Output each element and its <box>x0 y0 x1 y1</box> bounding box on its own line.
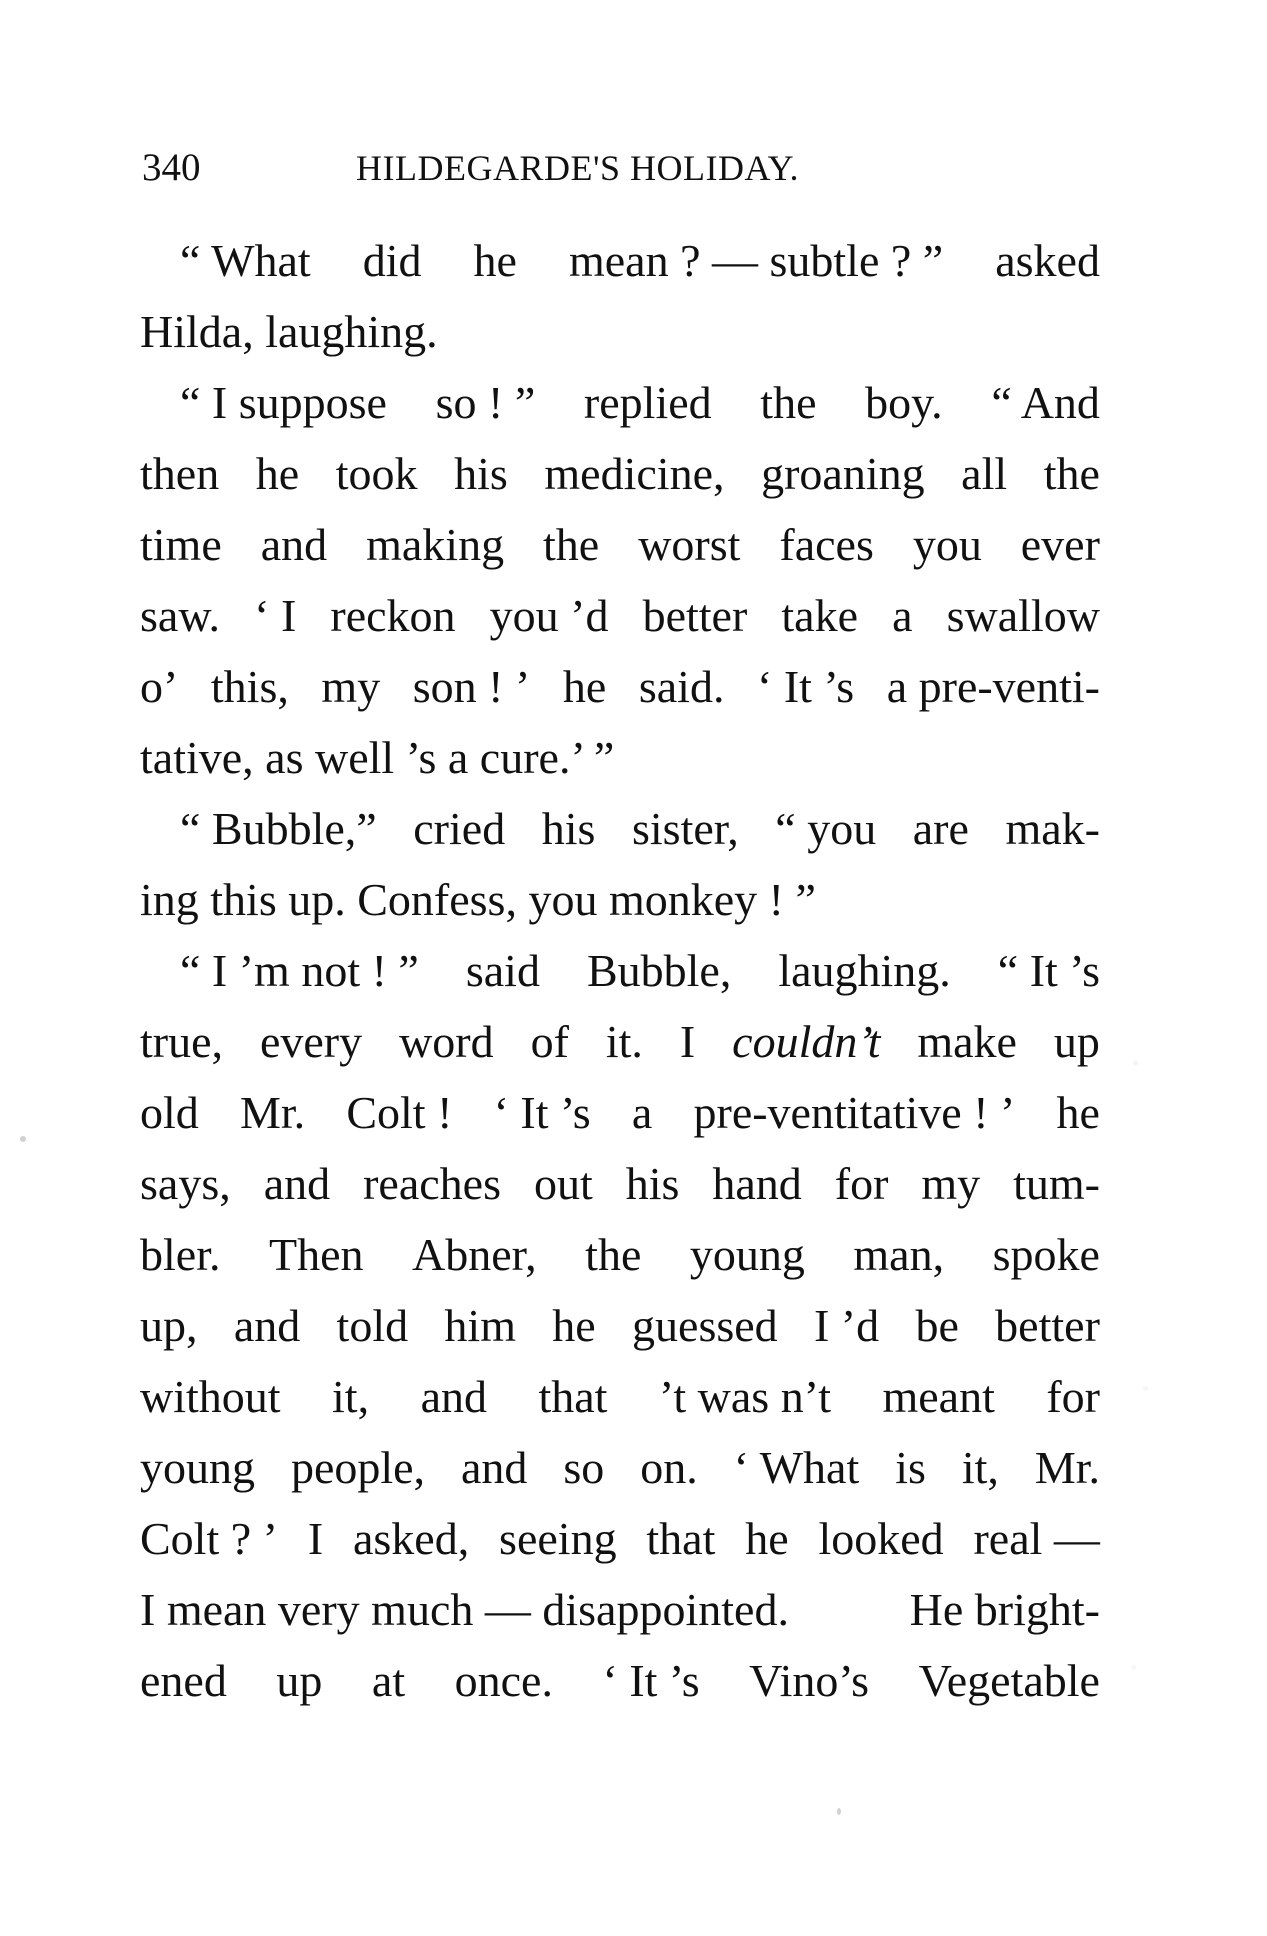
text-word: it. <box>605 1016 643 1067</box>
text-word: you <box>912 519 982 570</box>
text-word: “ And <box>991 377 1100 428</box>
text-word: he <box>552 1300 596 1351</box>
text-word: sister, <box>631 803 739 854</box>
text-word: said. <box>638 661 725 712</box>
text-word: then <box>140 448 220 499</box>
text-word: bler. <box>140 1229 221 1280</box>
text-line <box>140 722 1100 793</box>
text-word: he <box>562 661 607 712</box>
text-word: tative, as well ’s a cure.’ ” <box>140 732 615 783</box>
text-word: his <box>454 448 508 499</box>
text-word: couldn’t <box>732 1016 881 1067</box>
text-word: ‘ What <box>733 1442 860 1493</box>
text-word: ‘ It ’s <box>602 1655 700 1706</box>
text-word: “ I suppose <box>180 377 387 428</box>
text-word: once. <box>454 1655 553 1706</box>
text-word: without <box>140 1371 281 1422</box>
text-word: a <box>631 1087 653 1138</box>
text-word: cried <box>413 803 506 854</box>
text-word: hand <box>712 1158 802 1209</box>
text-word: medicine, <box>544 448 725 499</box>
text-word: at <box>371 1655 406 1706</box>
text-line <box>140 225 1100 296</box>
text-word: Abner, <box>412 1229 537 1280</box>
text-word: ’t was n’t <box>658 1371 831 1422</box>
text-word: replied <box>583 377 712 428</box>
text-word: up <box>1053 1016 1100 1067</box>
text-word: saw. <box>140 590 221 641</box>
text-word: a <box>892 590 913 641</box>
text-word: faces <box>779 519 874 570</box>
text-word: all <box>961 448 1008 499</box>
running-head <box>142 138 1102 198</box>
scan-edge-marks <box>1122 970 1156 1900</box>
text-word: seeing <box>499 1513 617 1564</box>
text-line <box>140 367 1100 438</box>
text-word: Vino’s <box>749 1655 870 1706</box>
text-word: Colt ! <box>346 1087 453 1138</box>
text-word: pre-ventitative ! ’ <box>693 1087 1016 1138</box>
text-word: are <box>912 803 969 854</box>
text-word: Hilda, laughing. <box>140 306 438 357</box>
text-word: and <box>263 1158 331 1209</box>
text-word: this, <box>210 661 289 712</box>
text-word: true, <box>140 1016 224 1067</box>
text-word: the <box>760 377 817 428</box>
text-word: old <box>140 1087 199 1138</box>
text-word: every <box>259 1016 363 1067</box>
text-word: guessed <box>632 1300 778 1351</box>
text-word: Mr. <box>239 1087 306 1138</box>
text-word: make <box>917 1016 1017 1067</box>
text-word: time <box>140 519 222 570</box>
text-word: and <box>260 519 328 570</box>
text-word: tum- <box>1013 1158 1100 1209</box>
text-word: did <box>362 235 422 286</box>
text-word: of <box>530 1016 569 1067</box>
text-line <box>140 935 1100 1006</box>
text-word: laughing. <box>778 945 951 996</box>
text-word: o’ <box>140 661 179 712</box>
text-word: he <box>1056 1087 1100 1138</box>
text-word: young <box>689 1229 805 1280</box>
text-word: better <box>995 1300 1100 1351</box>
text-word: the <box>585 1229 642 1280</box>
text-word: my <box>321 661 381 712</box>
text-word: looked <box>818 1513 944 1564</box>
text-word: out <box>533 1158 593 1209</box>
text-word: be <box>915 1300 959 1351</box>
text-word: he <box>255 448 300 499</box>
text-word: boy. <box>865 377 943 428</box>
text-word: ‘ It ’s <box>757 661 855 712</box>
text-line <box>140 438 1100 509</box>
text-word: reckon <box>330 590 456 641</box>
text-word: so <box>563 1442 605 1493</box>
text-line <box>140 1432 1100 1503</box>
text-word: mean ? — subtle ? ” <box>568 235 944 286</box>
text-word: told <box>336 1300 409 1351</box>
text-word: for <box>1046 1371 1100 1422</box>
running-title: HILDEGARDE'S HOLIDAY. <box>356 148 799 188</box>
text-line <box>140 1290 1100 1361</box>
text-word: ing this up. Confess, you monkey ! ” <box>140 874 816 925</box>
text-line <box>140 864 1100 935</box>
text-word: He bright- <box>909 1584 1100 1635</box>
text-word: son ! ’ <box>412 661 531 712</box>
text-line <box>140 296 1100 367</box>
text-word: for <box>834 1158 889 1209</box>
text-word: took <box>335 448 418 499</box>
text-word: he <box>745 1513 789 1564</box>
text-word: ‘ I <box>254 590 297 641</box>
text-word: that <box>538 1371 608 1422</box>
text-line <box>140 1148 1100 1219</box>
text-line <box>140 1361 1100 1432</box>
text-word: says, <box>140 1158 231 1209</box>
text-word: people, <box>290 1442 426 1493</box>
text-word: that <box>646 1513 716 1564</box>
text-word: take <box>781 590 858 641</box>
text-word: “ Bubble,” <box>180 803 377 854</box>
text-word: word <box>399 1016 494 1067</box>
text-line <box>140 1006 1100 1077</box>
body-text <box>140 225 1100 1716</box>
text-word: man, <box>853 1229 945 1280</box>
text-word: a pre-venti- <box>886 661 1100 712</box>
text-word: ‘ It ’s <box>493 1087 591 1138</box>
text-word: reaches <box>363 1158 501 1209</box>
text-word: spoke <box>992 1229 1100 1280</box>
text-line <box>140 1219 1100 1290</box>
text-word: you ’d <box>489 590 609 641</box>
text-word: I <box>307 1513 324 1564</box>
text-line <box>140 793 1100 864</box>
text-word: Mr. <box>1034 1442 1100 1493</box>
text-word: groaning <box>761 448 925 499</box>
text-line <box>140 651 1100 722</box>
text-word: him <box>444 1300 516 1351</box>
text-word: his <box>541 803 596 854</box>
text-line <box>140 1077 1100 1148</box>
text-word: I ’d <box>813 1300 880 1351</box>
text-word: up <box>276 1655 323 1706</box>
text-word: worst <box>638 519 741 570</box>
text-word: it, <box>332 1371 370 1422</box>
text-word: and <box>461 1442 528 1493</box>
text-word: Vegetable <box>918 1655 1100 1706</box>
text-word: he <box>473 235 517 286</box>
text-word: “ you <box>775 803 877 854</box>
scan-speck <box>837 1808 841 1815</box>
text-word: it, <box>961 1442 999 1493</box>
text-word: said <box>465 945 540 996</box>
text-word: “ I ’m not ! ” <box>180 945 419 996</box>
text-line <box>140 1503 1100 1574</box>
text-word: and <box>420 1371 487 1422</box>
text-word: Colt ? ’ <box>140 1513 278 1564</box>
text-word: I mean very much — disappointed. <box>140 1584 789 1635</box>
scan-speck <box>20 1136 26 1142</box>
text-word: and <box>233 1300 301 1351</box>
text-word: asked <box>995 235 1100 286</box>
text-word: up, <box>140 1300 198 1351</box>
text-word: the <box>543 519 600 570</box>
text-word: his <box>625 1158 680 1209</box>
text-word: my <box>921 1158 981 1209</box>
text-word: asked, <box>352 1513 470 1564</box>
text-word: “ It ’s <box>997 945 1100 996</box>
text-word: young <box>140 1442 255 1493</box>
text-word: swallow <box>946 590 1100 641</box>
text-line <box>140 1574 1100 1645</box>
text-word: I <box>679 1016 696 1067</box>
text-word: so ! ” <box>435 377 536 428</box>
text-word: Bubble, <box>586 945 732 996</box>
text-word: better <box>642 590 748 641</box>
text-word: “ What <box>180 235 311 286</box>
text-line <box>140 1645 1100 1716</box>
text-word: Then <box>269 1229 364 1280</box>
text-word: ever <box>1020 519 1100 570</box>
text-line <box>140 509 1100 580</box>
text-word: mak- <box>1005 803 1100 854</box>
text-word: real — <box>973 1513 1100 1564</box>
text-word: ened <box>140 1655 227 1706</box>
text-word: the <box>1043 448 1100 499</box>
text-word: making <box>366 519 505 570</box>
text-word: is <box>895 1442 926 1493</box>
text-word: meant <box>882 1371 995 1422</box>
text-word: on. <box>640 1442 698 1493</box>
text-line <box>140 580 1100 651</box>
page-number: 340 <box>142 146 201 189</box>
